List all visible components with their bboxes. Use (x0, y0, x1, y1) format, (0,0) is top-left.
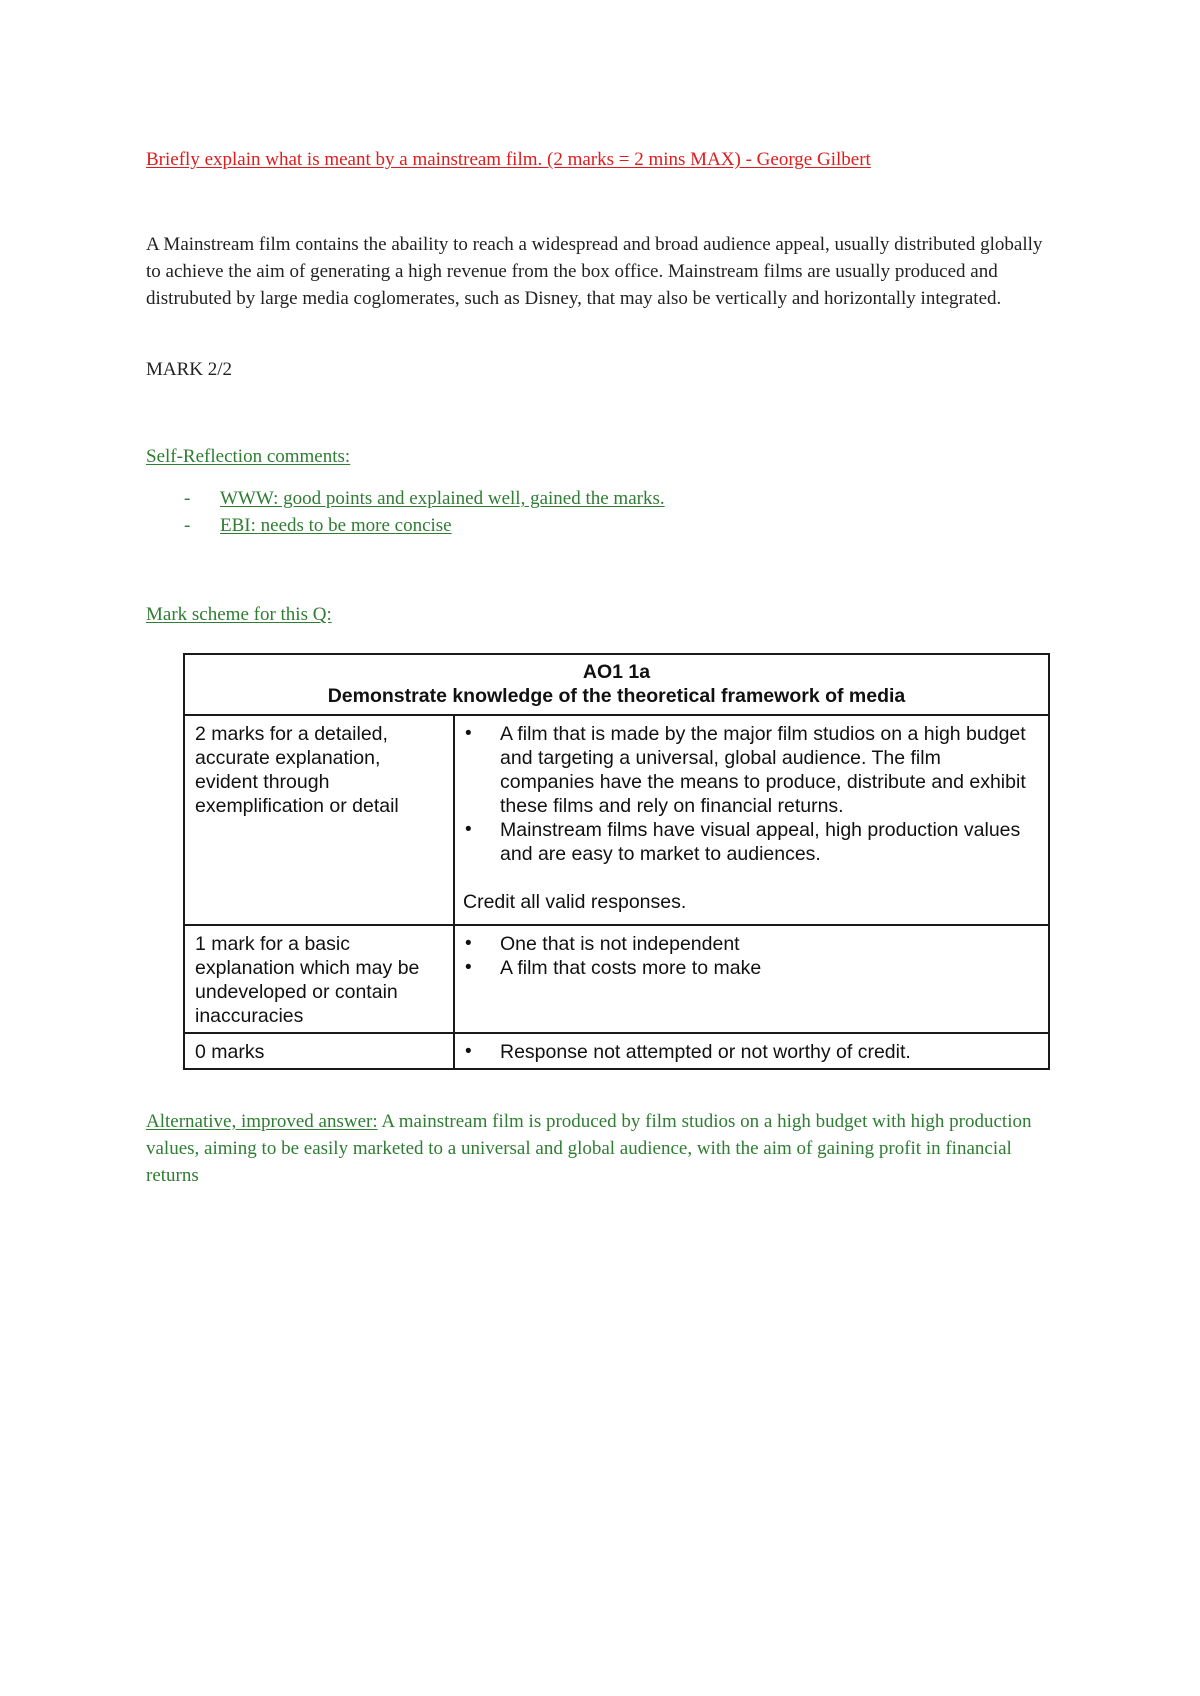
dash-bullet-icon: - (184, 515, 191, 536)
mark-scheme-title (184, 654, 1049, 715)
improved-answer (146, 1108, 1046, 1189)
indicative-content-cell (454, 925, 1049, 1033)
mark-scheme-table (183, 653, 1050, 1070)
self-reflection-list (146, 485, 665, 539)
list-item (146, 512, 665, 539)
criteria-cell: 0 marks (184, 1033, 454, 1069)
reflection-www: WWW: good points and explained well, gained the marks. (220, 488, 665, 509)
credit-note: Credit all valid responses. (463, 891, 687, 913)
reflection-ebi: EBI: needs to be more concise (220, 515, 452, 536)
list-item: • Mainstream films have visual appeal, high production values and are easy to market to audiences. (463, 818, 1038, 866)
assessment-objective: AO1 1a (582, 661, 651, 683)
criteria-cell: 2 marks for a detailed, accurate explanation, evident through exemplification or detail (184, 715, 454, 925)
dash-bullet-icon: - (184, 488, 191, 509)
student-answer: A Mainstream film contains the abaility to reach a widespread and broad audience appeal, usually distributed globally to achieve the aim of generating a high revenue from the box office. Mainstream films are usually produced and distrubuted by large media coglomerates, such as Disney, that may also be vertically and horizontally integrated. (146, 234, 1043, 309)
list-item: • A film that is made by the major film studios on a high budget and targeting a universal, global audience. The film companies have the means to produce, distribute and exhibit these films and rely on financial returns. (463, 722, 1038, 818)
mark-scheme-heading: Mark scheme for this Q: (146, 604, 332, 625)
self-reflection-heading: Self-Reflection comments: (146, 446, 351, 467)
question-heading: Briefly explain what is meant by a mainstream film. (2 marks = 2 mins MAX) - George Gilbert (146, 149, 871, 170)
indicative-content-cell (454, 715, 1049, 925)
list-item: • A film that costs more to make (463, 956, 1038, 980)
table-row (184, 715, 1049, 925)
list-item: • One that is not independent (463, 932, 1038, 956)
improved-answer-label: Alternative, improved answer: (146, 1111, 378, 1132)
indicative-content-cell (454, 1033, 1049, 1069)
assessment-objective-description: Demonstrate knowledge of the theoretical framework of media (327, 685, 906, 707)
improved-answer-text: A mainstream film is produced by film studios on a high budget with high production values, aiming to be easily marketed to a universal and global audience, with the aim of gaining profit in financial returns (146, 1111, 1032, 1186)
table-row (184, 925, 1049, 1033)
criteria-cell: 1 mark for a basic explanation which may be undeveloped or contain inaccuracies (184, 925, 454, 1033)
list-item: • Response not attempted or not worthy of credit. (463, 1040, 1038, 1064)
table-row (184, 1033, 1049, 1069)
mark-awarded: MARK 2/2 (146, 359, 233, 380)
list-item (146, 485, 665, 512)
